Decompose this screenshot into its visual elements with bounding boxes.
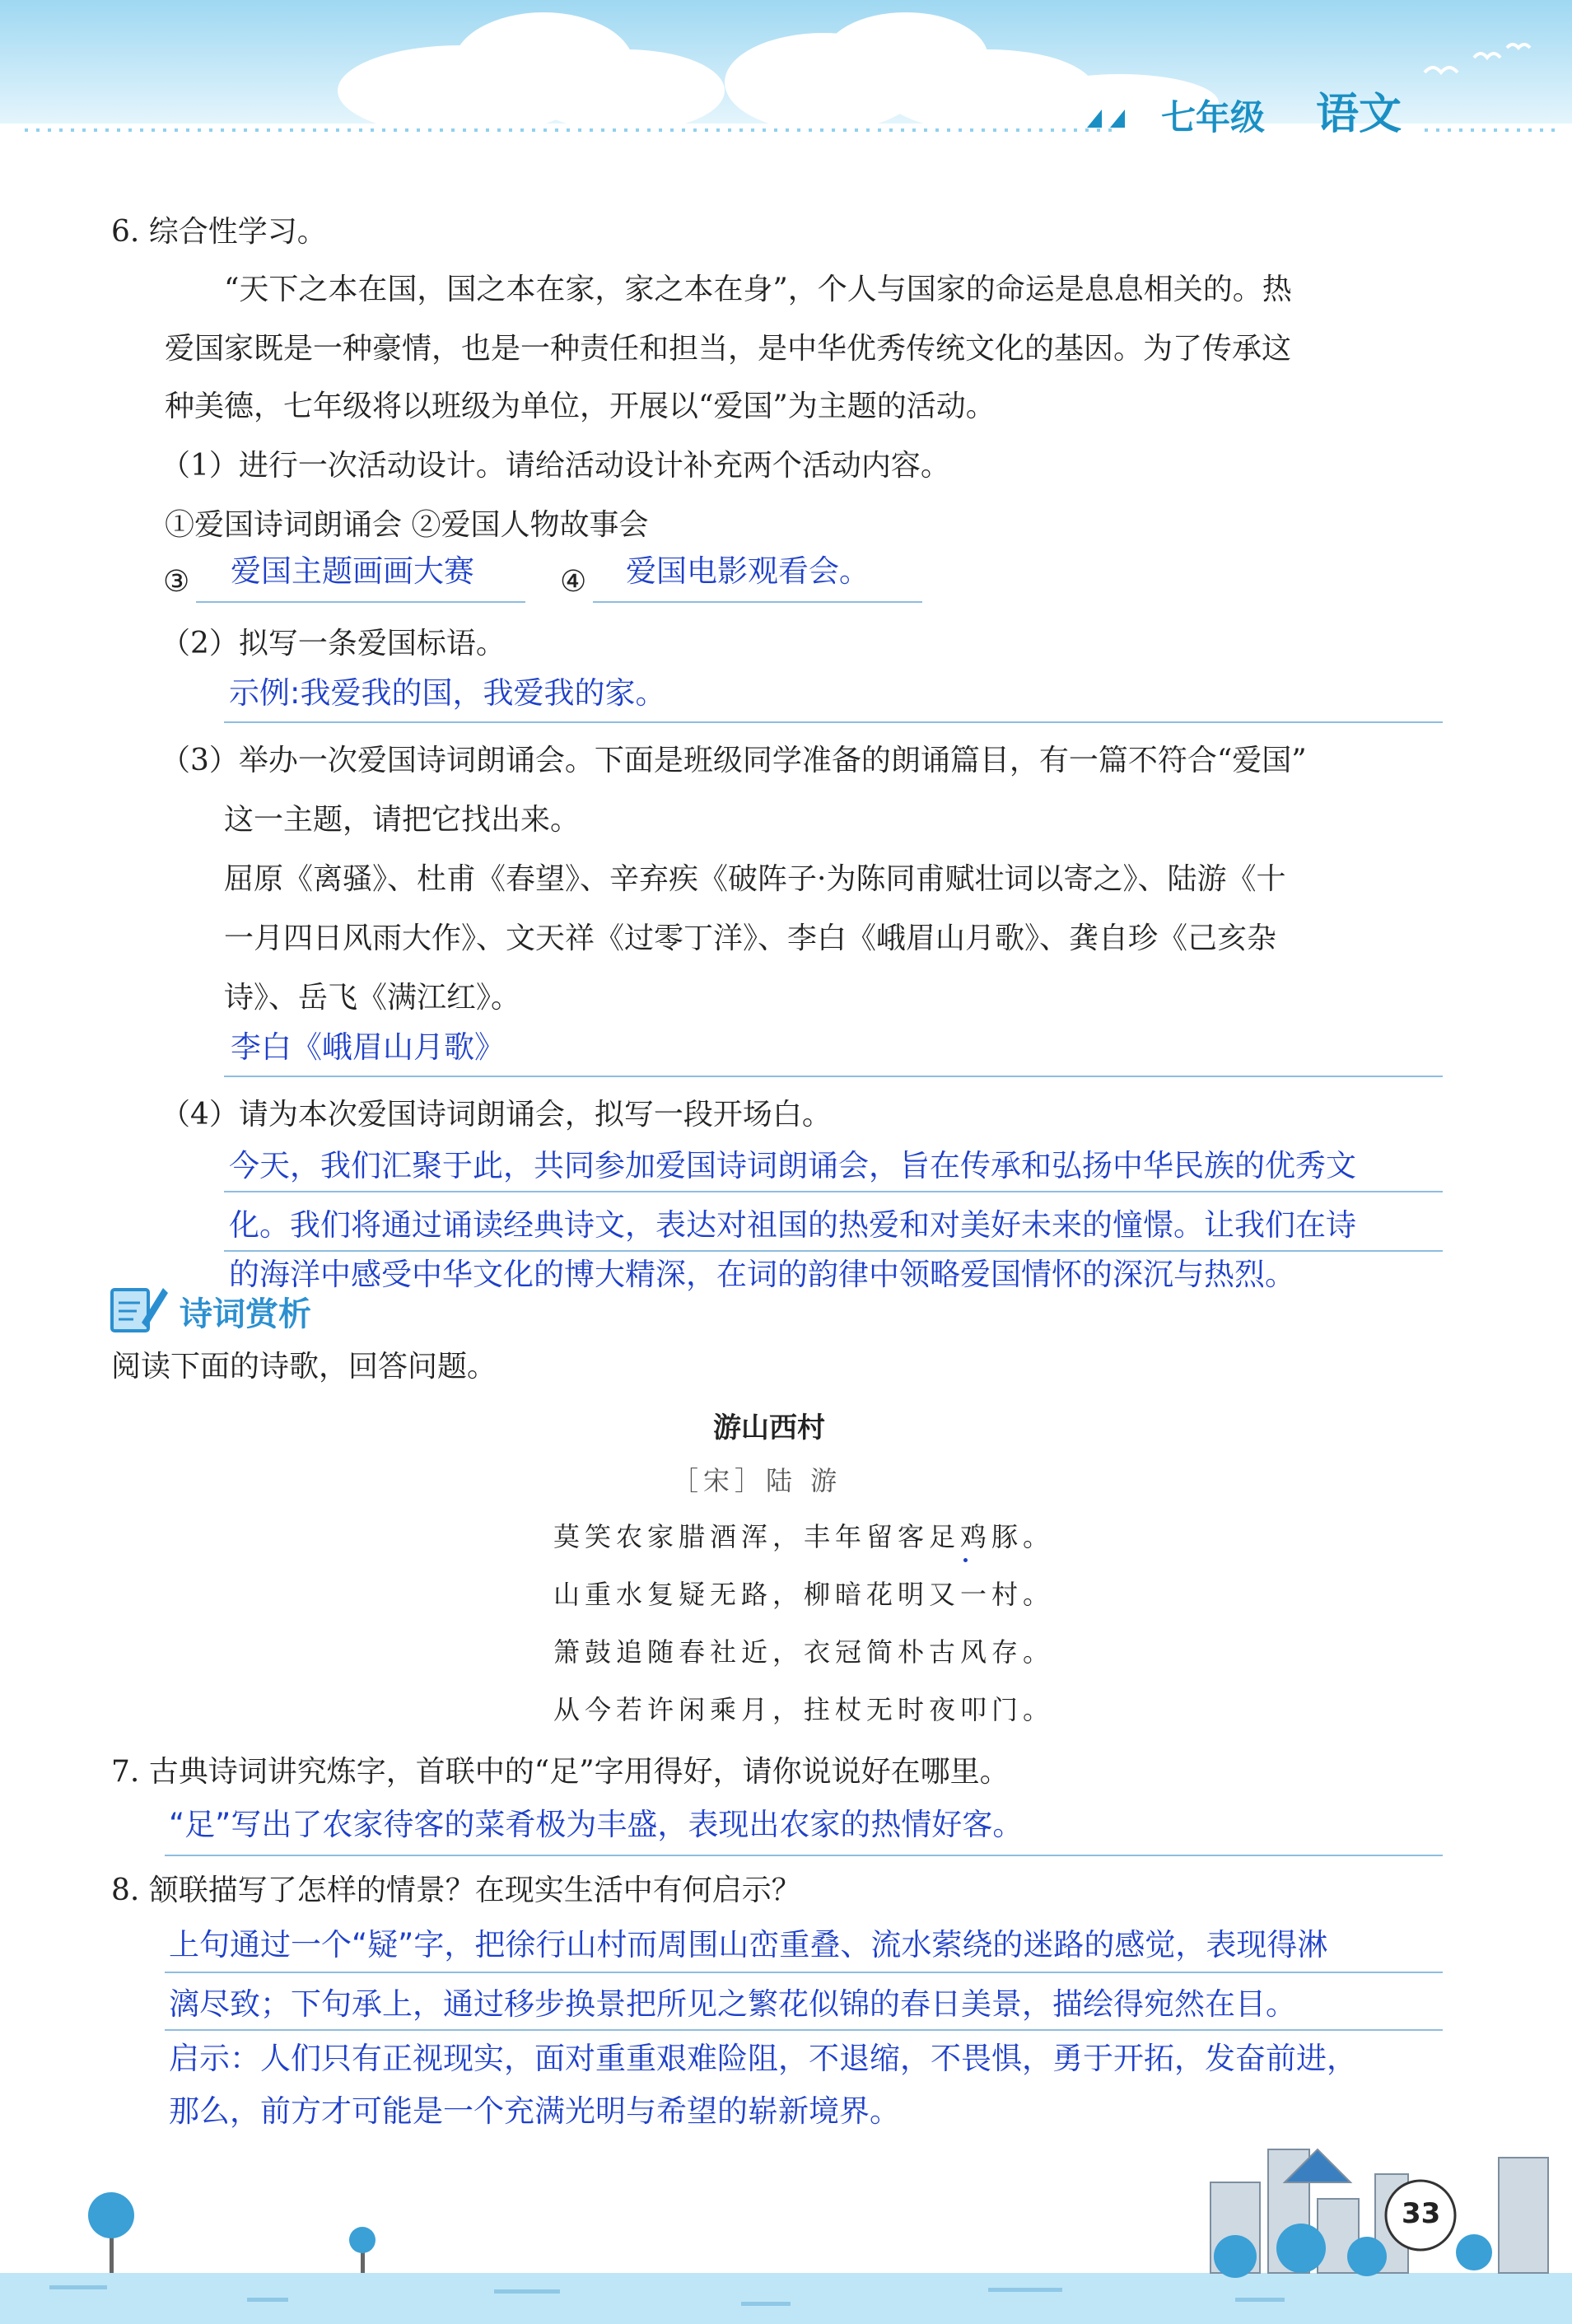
q6-part1-mark3: ③ xyxy=(163,565,190,599)
header-subject: 语文 xyxy=(1316,90,1402,139)
q8-answer-line-4: 那么，前方才可能是一个充满光明与希望的崭新境界。 xyxy=(169,2093,900,2129)
header-grade: 七年级 xyxy=(1161,97,1266,138)
q6-part4-prompt: （4）请为本次爱国诗词朗诵会，拟写一段开场白。 xyxy=(161,1098,832,1132)
poem-line-3: 箫鼓追随春社近，衣冠简朴古风存。 xyxy=(553,1636,1055,1668)
pencil-notebook-icon xyxy=(109,1281,168,1334)
q7-answer: “足”写出了农家待客的菜肴极为丰盛，表现出农家的热情好客。 xyxy=(169,1807,1024,1842)
q6-part4-answer-line-2: 化。我们将通过诵读经典诗文，表达对祖国的热爱和对美好未来的憧憬。让我们在诗 xyxy=(229,1207,1356,1243)
answer-underline xyxy=(165,1855,1443,1856)
q6-intro-line-1: “天下之本在国，国之本在家，家之本在身”，个人与国家的命运是息息相关的。热 xyxy=(224,273,1292,306)
answer-underline xyxy=(224,1250,1443,1252)
tree-shapes xyxy=(88,2192,376,2273)
q6-intro-line-2: 爱国家既是一种豪情，也是一种责任和担当，是中华优秀传统文化的基因。为了传承这 xyxy=(165,332,1292,366)
q6-title: 6. 综合性学习。 xyxy=(111,215,327,249)
answer-underline xyxy=(165,1972,1443,1973)
q8-answer-line-1: 上句通过一个“疑”字，把徐行山村而周围山峦重叠、流水萦绕的迷路的感觉，表现得淋 xyxy=(169,1927,1328,1962)
q6-part3-list-line-3: 诗》、岳飞《满江红》。 xyxy=(224,981,521,1015)
answer-underline xyxy=(196,601,525,603)
poem-line-2: 山重水复疑无路，柳暗花明又一村。 xyxy=(553,1579,1055,1610)
section-instruction: 阅读下面的诗歌，回答问题。 xyxy=(111,1350,497,1384)
q6-part1-given: ①爱国诗词朗诵会 ②爱国人物故事会 xyxy=(165,508,649,542)
poem-author: ［宋］陆 游 xyxy=(672,1465,842,1496)
answer-underline xyxy=(224,1191,1443,1192)
section-title: 诗词赏析 xyxy=(180,1295,311,1333)
poem-line-1: 莫笑农家腊酒浑，丰年留客足鸡豚。 xyxy=(553,1521,1055,1552)
q8-prompt: 8. 颔联描写了怎样的情景？在现实生活中有何启示？ xyxy=(111,1874,801,1907)
q6-part4-answer-line-1: 今天，我们汇聚于此，共同参加爱国诗词朗诵会，旨在传承和弘扬中华民族的优秀文 xyxy=(229,1148,1356,1183)
q6-part1-mark4: ④ xyxy=(560,565,587,599)
answer-underline xyxy=(224,1076,1443,1077)
q6-part3-answer: 李白《峨眉山月歌》 xyxy=(231,1029,505,1065)
answer-underline xyxy=(165,2029,1443,2031)
emphasis-dot xyxy=(963,1558,968,1562)
footer-landscape-illustration xyxy=(0,2133,1572,2324)
poem-line-4: 从今若许闲乘月，拄杖无时夜叩门。 xyxy=(553,1694,1055,1725)
q6-part1-answer4: 爱国电影观看会。 xyxy=(626,553,870,589)
q6-part3-prompt-line-2: 这一主题，请把它找出来。 xyxy=(224,803,581,837)
q6-part4-answer-line-3: 的海洋中感受中华文化的博大精深，在词的韵律中领略爱国情怀的深沉与热烈。 xyxy=(229,1257,1295,1292)
q6-part1-prompt: （1）进行一次活动设计。请给活动设计补充两个活动内容。 xyxy=(161,449,950,483)
page-number: 33 xyxy=(1402,2197,1441,2230)
q6-part2-answer: 示例:我爱我的国，我爱我的家。 xyxy=(229,675,666,711)
q7-prompt: 7. 古典诗词讲究炼字，首联中的“足”字用得好，请你说说好在哪里。 xyxy=(111,1755,1010,1789)
q6-intro-line-3: 种美德，七年级将以班级为单位，开展以“爱国”为主题的活动。 xyxy=(165,390,996,423)
q8-answer-line-3: 启示：人们只有正视现实，面对重重艰难险阻，不退缩，不畏惧，勇于开拓，发奋前进， xyxy=(169,2041,1357,2076)
q6-part3-prompt-line-1: （3）举办一次爱国诗词朗诵会。下面是班级同学准备的朗诵篇目，有一篇不符合“爱国” xyxy=(161,744,1307,777)
q6-part3-list-line-1: 屈原《离骚》、杜甫《春望》、辛弃疾《破阵子·为陈同甫赋壮词以寄之》、陆游《十 xyxy=(224,862,1286,896)
answer-underline xyxy=(224,721,1443,723)
q6-part1-answer3: 爱国主题画画大赛 xyxy=(231,553,474,589)
answer-underline xyxy=(593,601,922,603)
q6-part2-prompt: （2）拟写一条爱国标语。 xyxy=(161,627,506,660)
poem-title: 游山西村 xyxy=(713,1412,825,1444)
q6-part3-list-line-2: 一月四日风雨大作》、文天祥《过零丁洋》、李白《峨眉山月歌》、龚自珍《己亥杂 xyxy=(224,922,1277,955)
q8-answer-line-2: 漓尽致；下句承上，通过移步换景把所见之繁花似锦的春日美景，描绘得宛然在目。 xyxy=(169,1986,1296,2022)
